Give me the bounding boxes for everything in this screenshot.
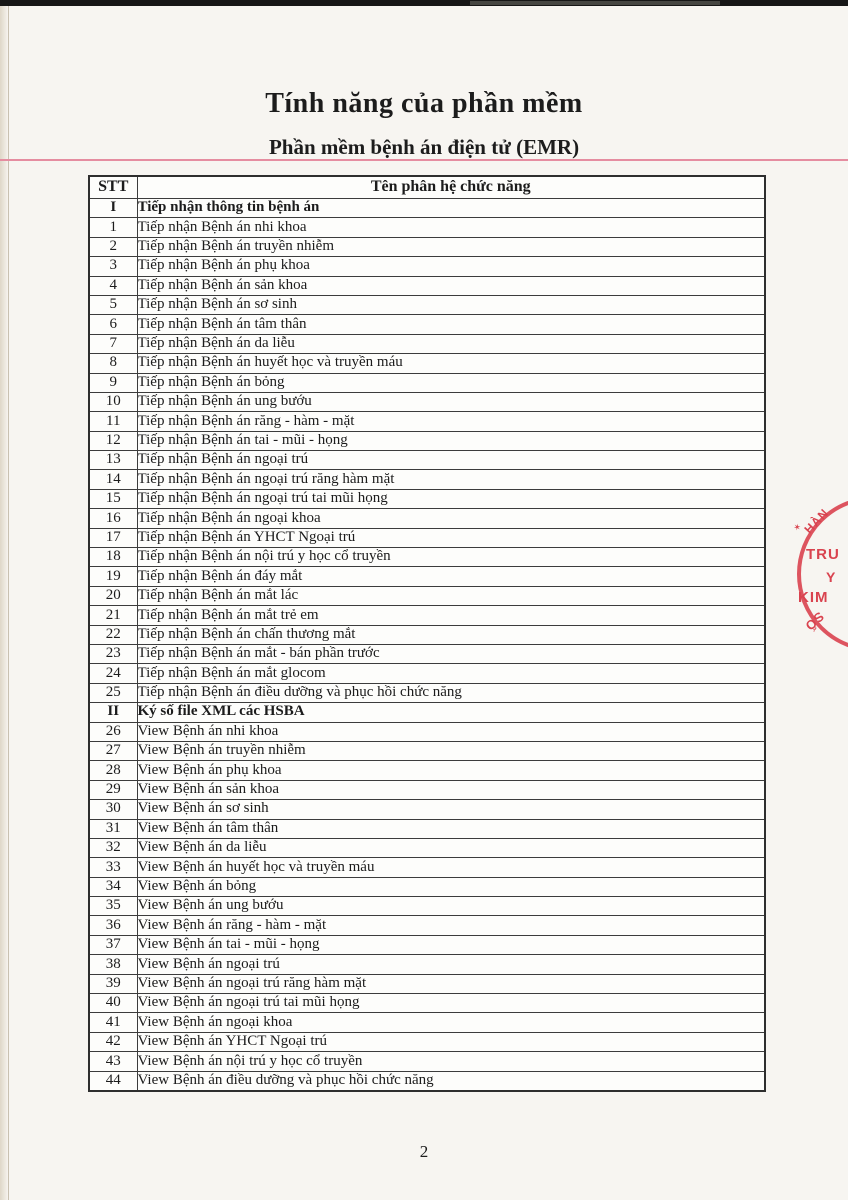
row-function-name: Tiếp nhận Bệnh án sơ sinh xyxy=(137,295,765,314)
table-row xyxy=(89,412,765,431)
row-stt: 12 xyxy=(89,431,137,450)
row-function-name: View Bệnh án nhi khoa xyxy=(137,722,765,741)
row-function-name: View Bệnh án tai - mũi - họng xyxy=(137,935,765,954)
row-stt: 14 xyxy=(89,470,137,489)
row-stt: 3 xyxy=(89,257,137,276)
row-stt: 27 xyxy=(89,741,137,760)
row-stt: 42 xyxy=(89,1032,137,1051)
header-stt: STT xyxy=(89,176,137,199)
row-function-name: View Bệnh án sản khoa xyxy=(137,780,765,799)
table-row xyxy=(89,218,765,237)
row-function-name: View Bệnh án răng - hàm - mặt xyxy=(137,916,765,935)
row-function-name: View Bệnh án da liễu xyxy=(137,838,765,857)
table-row xyxy=(89,315,765,334)
table-row xyxy=(89,392,765,411)
table-row xyxy=(89,780,765,799)
row-function-name: Tiếp nhận Bệnh án tâm thân xyxy=(137,315,765,334)
table-row xyxy=(89,548,765,567)
row-function-name: View Bệnh án YHCT Ngoại trú xyxy=(137,1032,765,1051)
row-stt: 7 xyxy=(89,334,137,353)
row-function-name: Tiếp nhận Bệnh án da liễu xyxy=(137,334,765,353)
scan-top-edge-highlight xyxy=(470,1,720,5)
row-stt: 41 xyxy=(89,1013,137,1032)
row-stt: 29 xyxy=(89,780,137,799)
row-function-name: View Bệnh án ngoại khoa xyxy=(137,1013,765,1032)
page-title: Tính năng của phần mềm xyxy=(265,88,583,119)
row-stt: 44 xyxy=(89,1071,137,1091)
row-function-name: Tiếp nhận Bệnh án YHCT Ngoại trú xyxy=(137,528,765,547)
row-stt: 17 xyxy=(89,528,137,547)
row-stt: 34 xyxy=(89,877,137,896)
row-function-name: View Bệnh án tâm thân xyxy=(137,819,765,838)
table-row xyxy=(89,683,765,702)
row-function-name: Tiếp nhận Bệnh án ngoại trú tai mũi họng xyxy=(137,489,765,508)
row-stt: 11 xyxy=(89,412,137,431)
row-stt: 13 xyxy=(89,451,137,470)
table-row xyxy=(89,489,765,508)
row-function-name: View Bệnh án bỏng xyxy=(137,877,765,896)
row-function-name: View Bệnh án huyết học và truyền máu xyxy=(137,858,765,877)
table-row xyxy=(89,586,765,605)
table-row xyxy=(89,722,765,741)
row-stt: 1 xyxy=(89,218,137,237)
row-stt: 36 xyxy=(89,916,137,935)
row-function-name: Tiếp nhận Bệnh án mắt trẻ em xyxy=(137,606,765,625)
row-stt: 25 xyxy=(89,683,137,702)
row-stt: 23 xyxy=(89,644,137,663)
table-row xyxy=(89,451,765,470)
table-row xyxy=(89,761,765,780)
row-function-name: Tiếp nhận Bệnh án chấn thương mắt xyxy=(137,625,765,644)
table-row xyxy=(89,935,765,954)
row-stt: 28 xyxy=(89,761,137,780)
table-row xyxy=(89,1052,765,1071)
stamp-text-line2: Y xyxy=(826,569,836,585)
row-stt: 15 xyxy=(89,489,137,508)
row-stt: 16 xyxy=(89,509,137,528)
table-row xyxy=(89,276,765,295)
table-row xyxy=(89,470,765,489)
row-stt: 26 xyxy=(89,722,137,741)
row-function-name: Tiếp nhận Bệnh án mắt lác xyxy=(137,586,765,605)
table-row xyxy=(89,1032,765,1051)
row-function-name: View Bệnh án ngoại trú răng hàm mặt xyxy=(137,974,765,993)
row-function-name: View Bệnh án truyền nhiễm xyxy=(137,741,765,760)
row-stt: 32 xyxy=(89,838,137,857)
row-function-name: Tiếp nhận Bệnh án nhi khoa xyxy=(137,218,765,237)
stamp-text-line1: TRU xyxy=(806,546,840,563)
row-function-name: Tiếp nhận Bệnh án ung bướu xyxy=(137,392,765,411)
stamp-ring xyxy=(797,496,848,652)
page-number: 2 xyxy=(419,1142,429,1161)
row-function-name: View Bệnh án điều dưỡng và phục hồi chức năng xyxy=(137,1071,765,1091)
scan-left-edge xyxy=(0,6,9,1200)
page-subtitle: Phần mềm bệnh án điện tử (EMR) xyxy=(268,135,580,159)
table-row xyxy=(89,838,765,857)
table-row xyxy=(89,373,765,392)
row-stt: 20 xyxy=(89,586,137,605)
row-stt: 5 xyxy=(89,295,137,314)
table-row xyxy=(89,664,765,683)
table-row xyxy=(89,1071,765,1091)
table-row xyxy=(89,741,765,760)
row-function-name: Tiếp nhận Bệnh án ngoại khoa xyxy=(137,509,765,528)
row-function-name: Tiếp nhận Bệnh án bỏng xyxy=(137,373,765,392)
table-row xyxy=(89,625,765,644)
row-stt: 2 xyxy=(89,237,137,256)
row-stt: 35 xyxy=(89,897,137,916)
stamp-text-arc-bottom: SỐ xyxy=(801,608,828,635)
row-function-name: Tiếp nhận Bệnh án nội trú y học cổ truyền xyxy=(137,548,765,567)
stamp-text-arc-top: HÀN xyxy=(801,505,832,537)
row-function-name: Tiếp nhận Bệnh án đáy mắt xyxy=(137,567,765,586)
row-function-name: View Bệnh án sơ sinh xyxy=(137,800,765,819)
row-stt: 9 xyxy=(89,373,137,392)
row-function-name: Tiếp nhận Bệnh án mắt glocom xyxy=(137,664,765,683)
table-row xyxy=(89,877,765,896)
row-stt: 39 xyxy=(89,974,137,993)
row-stt: 21 xyxy=(89,606,137,625)
row-stt: 30 xyxy=(89,800,137,819)
red-stamp-clipped xyxy=(790,486,848,658)
row-function-name: Tiếp nhận Bệnh án huyết học và truyền máu xyxy=(137,354,765,373)
row-function-name: Tiếp nhận Bệnh án truyền nhiễm xyxy=(137,237,765,256)
table-row xyxy=(89,295,765,314)
table-row xyxy=(89,1013,765,1032)
row-stt: 18 xyxy=(89,548,137,567)
stamp-star-mark: ✶ xyxy=(791,520,804,534)
row-stt: 40 xyxy=(89,994,137,1013)
features-table-wrapper xyxy=(88,175,766,1092)
table-row xyxy=(89,916,765,935)
row-function-name: Tiếp nhận Bệnh án ngoại trú răng hàm mặt xyxy=(137,470,765,489)
row-function-name: Tiếp nhận Bệnh án ngoại trú xyxy=(137,451,765,470)
table-row xyxy=(89,237,765,256)
row-function-name: Tiếp nhận Bệnh án phụ khoa xyxy=(137,257,765,276)
row-stt: 10 xyxy=(89,392,137,411)
row-stt: 4 xyxy=(89,276,137,295)
row-stt: 19 xyxy=(89,567,137,586)
table-row xyxy=(89,858,765,877)
table-row xyxy=(89,606,765,625)
row-function-name: View Bệnh án ngoại trú tai mũi họng xyxy=(137,994,765,1013)
row-function-name: Tiếp nhận Bệnh án sản khoa xyxy=(137,276,765,295)
row-function-name: Tiếp nhận Bệnh án răng - hàm - mặt xyxy=(137,412,765,431)
row-function-name: Tiếp nhận Bệnh án điều dưỡng và phục hồi chức năng xyxy=(137,683,765,702)
row-function-name: View Bệnh án nội trú y học cổ truyền xyxy=(137,1052,765,1071)
row-function-name: Tiếp nhận Bệnh án tai - mũi - họng xyxy=(137,431,765,450)
row-stt: 38 xyxy=(89,955,137,974)
row-function-name: View Bệnh án phụ khoa xyxy=(137,761,765,780)
table-row xyxy=(89,567,765,586)
row-function-name: Tiếp nhận thông tin bệnh án xyxy=(137,199,765,218)
row-stt: 8 xyxy=(89,354,137,373)
table-row xyxy=(89,955,765,974)
row-function-name: View Bệnh án ngoại trú xyxy=(137,955,765,974)
row-stt: II xyxy=(89,703,137,722)
stamp-text-line3: KIM xyxy=(798,589,829,606)
table-row xyxy=(89,800,765,819)
table-row xyxy=(89,974,765,993)
table-row xyxy=(89,703,765,722)
header-function-name: Tên phân hệ chức năng xyxy=(137,176,765,199)
row-function-name: Tiếp nhận Bệnh án mắt - bán phần trước xyxy=(137,644,765,663)
table-row xyxy=(89,819,765,838)
table-header-row xyxy=(89,176,765,199)
scan-top-edge xyxy=(0,0,848,6)
table-row xyxy=(89,354,765,373)
table-row xyxy=(89,897,765,916)
row-stt: 43 xyxy=(89,1052,137,1071)
row-stt: 6 xyxy=(89,315,137,334)
row-stt: 31 xyxy=(89,819,137,838)
pink-divider-line xyxy=(0,159,848,161)
row-function-name: View Bệnh án ung bướu xyxy=(137,897,765,916)
row-stt: 22 xyxy=(89,625,137,644)
features-table xyxy=(88,175,766,1092)
features-table-body xyxy=(89,199,765,1091)
row-stt: 33 xyxy=(89,858,137,877)
row-stt: 37 xyxy=(89,935,137,954)
row-function-name: Ký số file XML các HSBA xyxy=(137,703,765,722)
table-row xyxy=(89,644,765,663)
table-row xyxy=(89,994,765,1013)
row-stt: 24 xyxy=(89,664,137,683)
table-row xyxy=(89,528,765,547)
row-stt: I xyxy=(89,199,137,218)
table-row xyxy=(89,257,765,276)
table-row xyxy=(89,509,765,528)
table-row xyxy=(89,334,765,353)
table-row xyxy=(89,431,765,450)
table-row xyxy=(89,199,765,218)
